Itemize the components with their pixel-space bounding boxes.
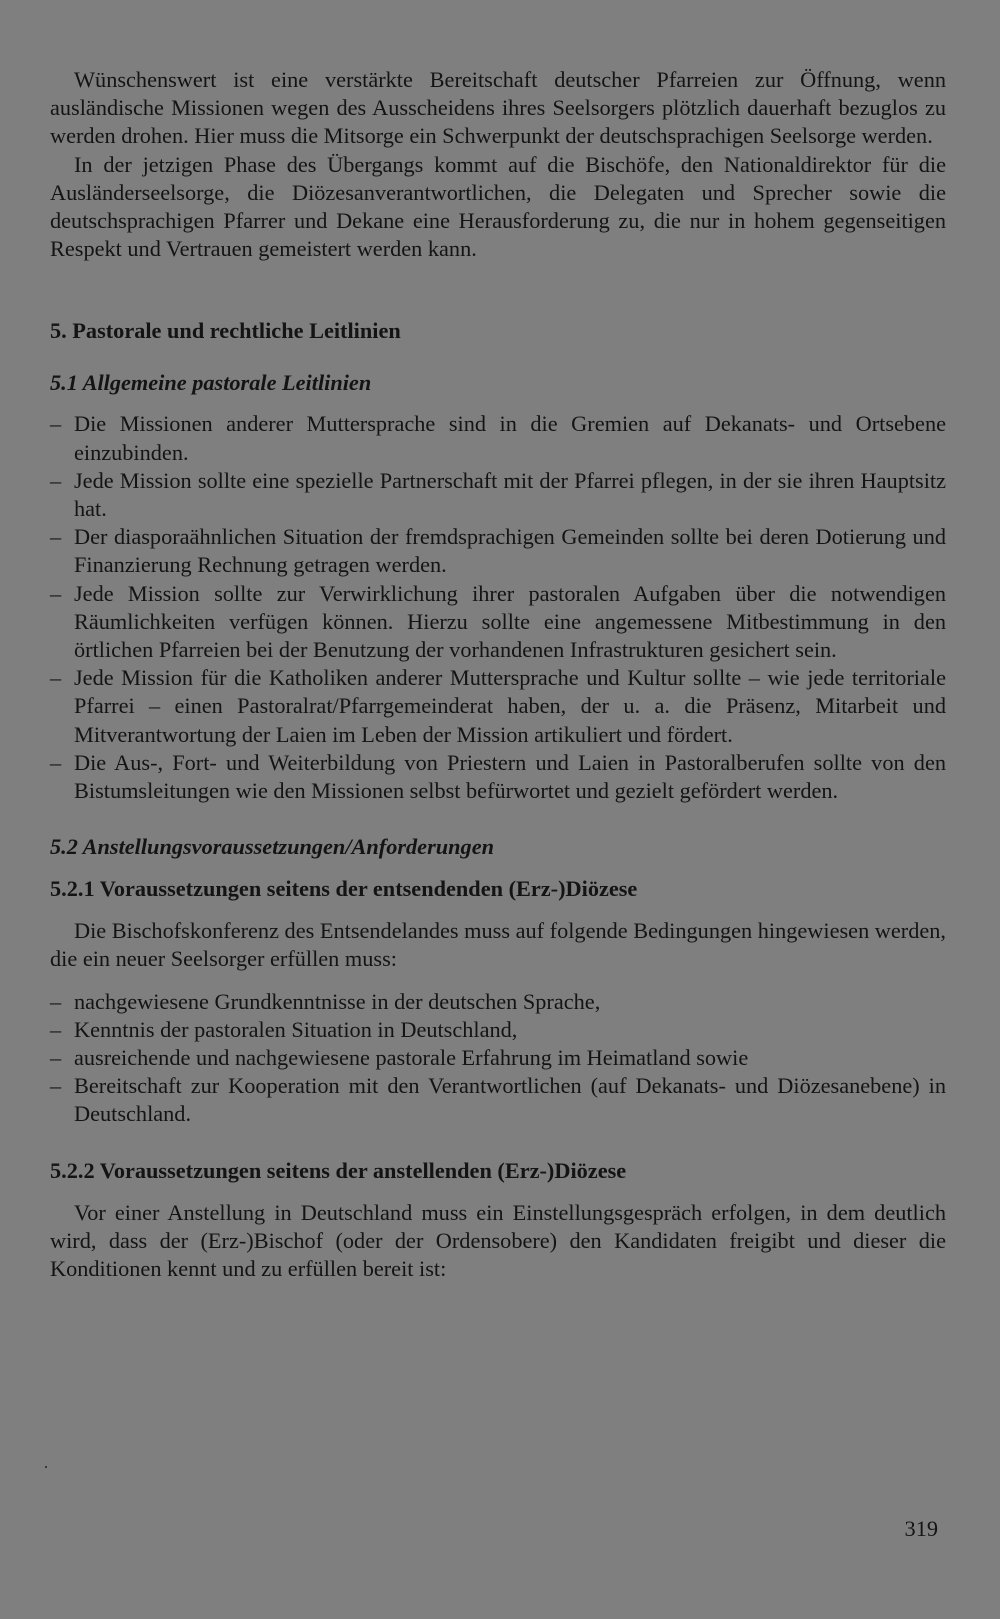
intro-paragraph-1: Wünschenswert ist eine verstärkte Bereitschaft deutscher Pfarreien zur Öffnung, wenn ausländische Missionen wegen des Ausscheidens ihres Seelsorgers plötzlich dauerhaft bezuglos zu werden drohen. Hier muss die Mitsorge ein Schwerpunkt der deutschsprachigen Seelsorge werden. [50,67,946,149]
section-5-2-heading: 5.2 Anstellungsvoraussetzungen/Anforderungen [50,834,494,860]
spacer [50,345,946,369]
section-5-2-2-intro: Vor einer Anstellung in Deutschland muss ein Einstellungsgespräch erfolgen, in dem deutlich wird, dass der (Erz-)Bischof (oder der Ordensobere) den Kandidaten freigibt und dieser die Konditionen kennt und zu erfüllen bereit ist: [50,1199,946,1282]
page-body [50,66,946,1283]
section-5-2-1-heading: 5.2.1 Voraussetzungen seitens der entsendenden (Erz-)Diözese [50,876,638,902]
section-5-2-2-heading: 5.2.2 Voraussetzungen seitens der anstellenden (Erz-)Diözese [50,1157,627,1183]
spacer [50,861,946,875]
list-item: – Die Missionen anderer Muttersprache sind in die Gremien auf Dekanats- und Ortsebene einzubinden. [50,410,946,466]
section-5-heading: 5. Pastorale und rechtliche Leitlinien [50,318,401,344]
list-item: – Jede Mission sollte zur Verwirklichung ihrer pastoralen Aufgaben über die notwendigen Räumlichkeiten verfügen können. Hierzu sollte eine angemessene Mitbestimmung in den örtlichen Pfarreien bei der Benutzung der vorhandenen Infrastrukturen gesichert sein. [50,580,946,665]
list-item: – Der diasporaähnlichen Situation der fremdsprachigen Gemeinden sollte bei deren Dotierung und Finanzierung Rechnung getragen werden. [50,523,946,579]
list-item: – Kenntnis der pastoralen Situation in Deutschland, [50,1016,946,1044]
section-5-1-heading: 5.1 Allgemeine pastorale Leitlinien [50,370,372,396]
intro-paragraph-2: In der jetzigen Phase des Übergangs kommt auf die Bischöfe, den Nationaldirektor für die Ausländerseelsorge, die Diözesanverantwortlichen, die Delegaten und Sprecher sowie die deutschsprachigen Pfarrer und Dekane eine Herausforderung zu, die nur in hohem gegenseitigen Respekt und Vertrauen gemeistert werden kann. [50,151,946,262]
spacer [50,397,946,410]
spacer [50,805,946,833]
spacer [50,903,946,917]
scan-speck [45,1466,47,1468]
list-item: – nachgewiesene Grundkenntnisse in der deutschen Sprache, [50,988,946,1016]
spacer [50,1185,946,1199]
list-item: – Jede Mission für die Katholiken anderer Muttersprache und Kultur sollte – wie jede territoriale Pfarrei – einen Pastoralrat/Pfarrgemeinderat haben, der u. a. die Präsenz, Mitarbeit und Mitverantwortung der Laien im Leben der Mission artikuliert und fördert. [50,664,946,749]
list-item: – Die Aus-, Fort- und Weiterbildung von Priestern und Laien in Pastoralberufen sollte von den Bistumsleitungen wie den Missionen selbst befürwortet und gezielt gefördert werden. [50,749,946,805]
section-5-2-1-intro: Die Bischofskonferenz des Entsendelandes muss auf folgende Bedingungen hingewiesen werden, die ein neuer Seelsorger erfüllen muss: [50,918,946,972]
page-number: 319 [904,1516,938,1541]
spacer [50,974,946,988]
list-item: – Jede Mission sollte eine spezielle Partnerschaft mit der Pfarrei pflegen, in der sie ihren Hauptsitz hat. [50,467,946,523]
spacer [50,1129,946,1157]
spacer [50,263,946,317]
guidelines-list [50,410,946,805]
list-item: – ausreichende und nachgewiesene pastorale Erfahrung im Heimatland sowie [50,1044,946,1072]
requirements-list [50,988,946,1129]
list-item: – Bereitschaft zur Kooperation mit den Verantwortlichen (auf Dekanats- und Diözesanebene) in Deutschland. [50,1072,946,1128]
